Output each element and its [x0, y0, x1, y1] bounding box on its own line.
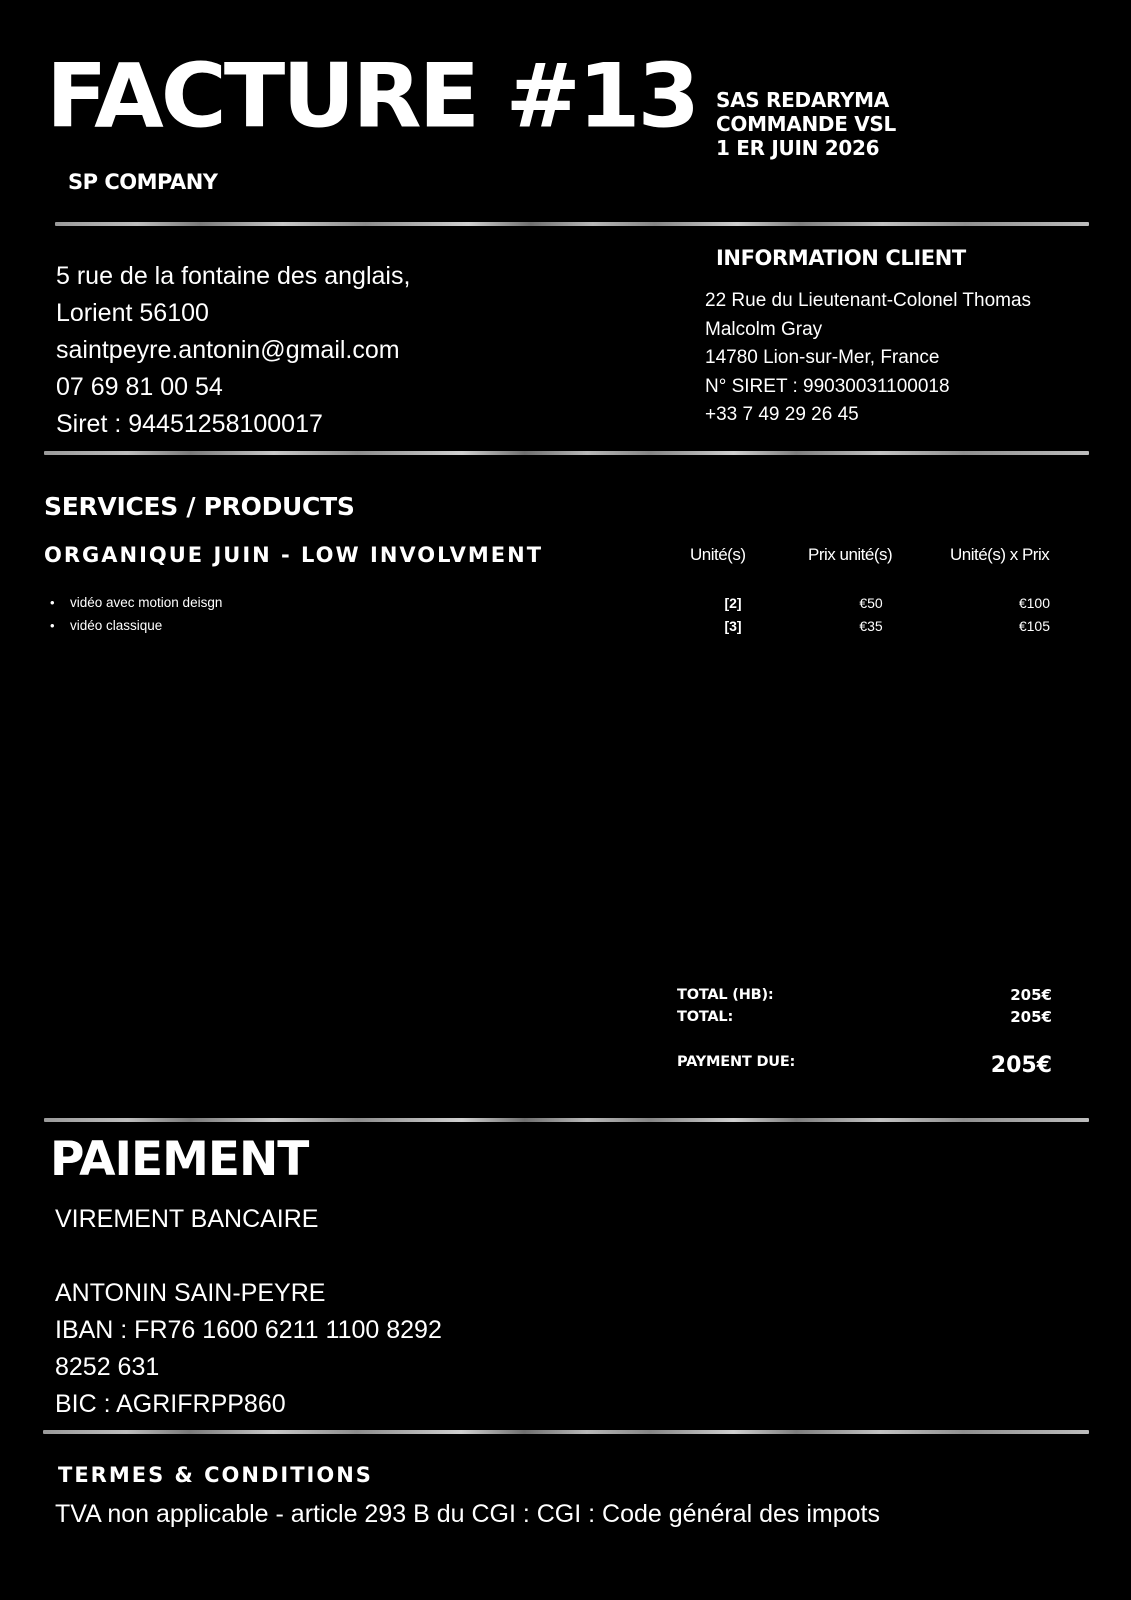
account-holder: ANTONIN SAIN-PEYRE: [55, 1279, 326, 1307]
line-item-label: • vidéo classique: [50, 618, 162, 633]
services-heading: SERVICES / PRODUCTS: [44, 492, 355, 521]
client-info: [705, 287, 1105, 430]
line-item-unit-price: €35: [859, 618, 883, 634]
sender-info: [56, 258, 616, 443]
payment-heading: PAIEMENT: [50, 1132, 309, 1187]
terms-heading: TERMES & CONDITIONS: [58, 1463, 373, 1487]
sender-city: Lorient 56100: [56, 299, 209, 327]
sender-phone: 07 69 81 00 54: [56, 373, 223, 401]
meta-date: 1 ER JUIN 2026: [716, 136, 880, 160]
client-line: 22 Rue du Lieutenant-Colonel Thomas: [705, 290, 1032, 311]
meta-order: COMMANDE VSL: [716, 112, 896, 136]
line-item-total: €105: [1018, 618, 1050, 634]
divider: [55, 222, 1089, 226]
meta-client-name: SAS REDARYMA: [716, 88, 889, 112]
divider: [44, 451, 1089, 455]
sender-email: saintpeyre.antonin@gmail.com: [56, 336, 400, 364]
payment-method: VIREMENT BANCAIRE: [55, 1205, 319, 1233]
divider: [44, 1118, 1089, 1122]
invoice-meta: [716, 88, 1076, 160]
line-item-label: • vidéo avec motion deisgn: [50, 595, 222, 610]
sender-address: 5 rue de la fontaine des anglais,: [56, 262, 411, 290]
column-header-unit-price: Prix unité(s): [808, 545, 893, 564]
line-item-quantity: [2]: [724, 595, 742, 611]
terms-text: TVA non applicable - article 293 B du CGI : CGI : Code général des impots: [55, 1500, 880, 1528]
iban-line: IBAN : FR76 1600 6211 1100 8292: [55, 1316, 442, 1344]
column-header-units: Unité(s): [690, 545, 746, 564]
client-line: Malcolm Gray: [705, 318, 823, 340]
client-line: +33 7 49 29 26 45: [705, 404, 859, 425]
client-line: N° SIRET : 99030031100018: [705, 375, 950, 397]
column-header-total: Unité(s) x Prix: [950, 545, 1050, 564]
divider: [43, 1430, 1089, 1434]
line-item-total: €100: [1018, 595, 1050, 611]
payment-due-label: PAYMENT DUE:: [677, 1054, 796, 1070]
payment-details: [55, 1201, 442, 1423]
client-info-heading: INFORMATION CLIENT: [716, 246, 966, 270]
subtotal-value: 205€: [1010, 986, 1052, 1004]
line-item-unit-price: €50: [859, 595, 883, 611]
payment-spacer: [55, 1238, 442, 1275]
line-item-quantity: [3]: [724, 618, 742, 634]
company-name: SP COMPANY: [68, 170, 218, 194]
client-line: 14780 Lion-sur-Mer, France: [705, 347, 940, 368]
payment-due-value: 205€: [990, 1053, 1052, 1078]
bic-line: BIC : AGRIFRPP860: [55, 1390, 286, 1418]
total-value: 205€: [1010, 1008, 1052, 1026]
total-label: TOTAL:: [677, 1009, 734, 1025]
subtotal-label: TOTAL (HB):: [677, 987, 774, 1003]
sender-siret: Siret : 94451258100017: [56, 410, 323, 438]
services-section-title: ORGANIQUE JUIN - LOW INVOLVMENT: [44, 543, 544, 567]
iban-line-continued: 8252 631: [55, 1353, 160, 1381]
invoice-title: FACTURE #13: [46, 45, 698, 148]
